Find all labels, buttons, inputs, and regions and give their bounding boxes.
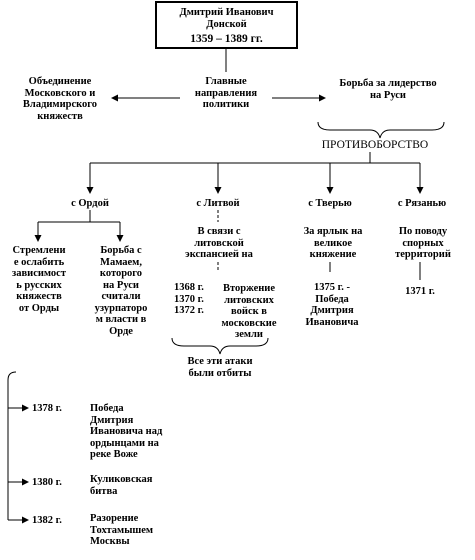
lithuania-result: Все эти атаки были отбиты xyxy=(187,356,253,379)
timeline-event: Куликовская битва xyxy=(90,474,153,497)
title-years: 1359 – 1389 гг. xyxy=(190,33,263,45)
branch-horde: с Ордой xyxy=(71,198,109,209)
branch-lithuania: с Литвой xyxy=(196,198,240,209)
lithuania-reason: В связи с литовской экспансией на xyxy=(185,226,253,260)
timeline-event: Разорение Тохтамышем Москвы xyxy=(90,513,154,547)
title-name: Дмитрий Иванович Донской xyxy=(179,7,274,30)
lithuania-years: 1368 г. 1370 г. 1372 г. xyxy=(174,282,204,316)
horde-mamai: Борьба с Мамаем, которого на Руси считали узурпаторо м власти в Орде xyxy=(94,245,148,337)
right-goal-brace xyxy=(318,122,444,138)
lithuania-event: Вторжение литовских войск в московские земли xyxy=(221,283,277,340)
opposition-label: ПРОТИВОБОРСТВО xyxy=(321,139,429,151)
left-goal: Объединение Московского и Владимирского княжеств xyxy=(22,76,98,122)
ryazan-year: 1371 г. xyxy=(405,286,435,297)
tver-reason: За ярлык на великое княжение xyxy=(303,226,363,260)
title-box xyxy=(155,1,298,49)
ryazan-reason: По поводу спорных территорий xyxy=(395,226,451,260)
timeline-bracket xyxy=(8,372,16,520)
branch-ryazan: с Рязанью xyxy=(397,198,447,209)
branch-tver: с Тверью xyxy=(308,198,352,209)
horde-goal: Стремлени е ослабить зависимост ь русских княжеств от Орды xyxy=(12,245,66,314)
timeline-year: 1382 г. xyxy=(32,515,62,526)
timeline-year: 1380 г. xyxy=(32,477,62,488)
timeline-event: Победа Дмитрия Ивановича над ордынцами на реке Воже xyxy=(90,403,163,460)
right-goal: Борьба за лидерство на Руси xyxy=(339,78,437,101)
tver-event: 1375 г. - Победа Дмитрия Ивановича xyxy=(305,282,359,328)
center-label: Главные направления политики xyxy=(194,76,258,110)
timeline-year: 1378 г. xyxy=(32,403,62,414)
